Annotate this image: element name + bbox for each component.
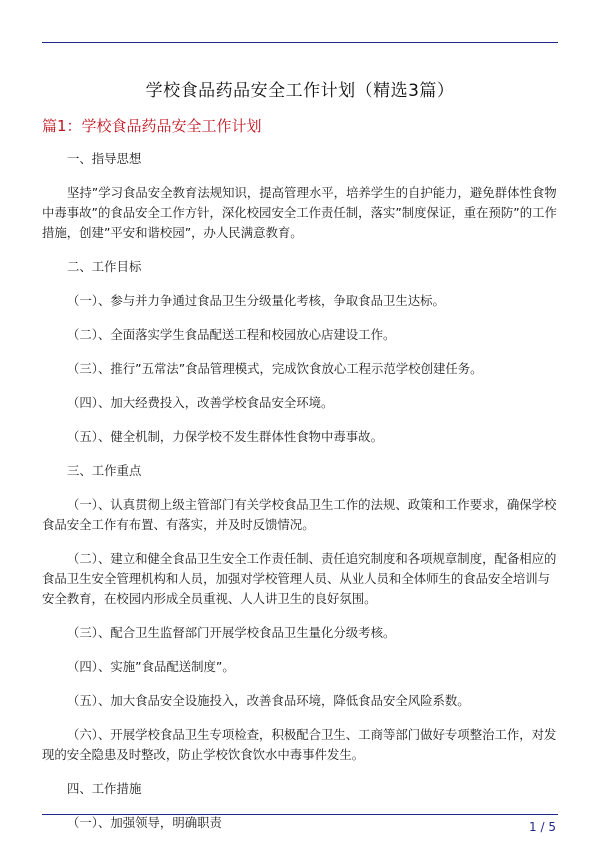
goal-item: （五）、健全机制，力保学校不发生群体性食物中毒事故。 [67, 429, 383, 444]
heading-work-focus: 三、工作重点 [67, 463, 142, 478]
focus-item: （二）、建立和健全食品卫生安全工作责任制、责任追究制度和各项规章制度，配备相应的食品卫生安全管理机构和人员，加强对学校管理人员、从业人员和全体师生的食品安全培训与安全教育，在校园内形成全员重视、人人讲卫生的良好氛围。 [42, 551, 557, 606]
goal-item: （三）、推行”五常法”食品管理模式，完成饮食放心工程示范学校创建任务。 [67, 361, 483, 376]
heading-work-goals: 二、工作目标 [67, 259, 142, 274]
goal-item: （四）、加大经费投入，改善学校食品安全环境。 [67, 395, 334, 410]
focus-item: （三）、配合卫生监督部门开展学校食品卫生量化分级考核。 [67, 625, 396, 640]
goal-item: （一）、参与并力争通过食品卫生分级量化考核，争取食品卫生达标。 [67, 293, 445, 308]
focus-item: （一）、认真贯彻上级主管部门有关学校食品卫生工作的法规、政策和工作要求，确保学校食品安全工作有布置、有落实，并及时反馈情况。 [42, 497, 557, 532]
focus-item: （四）、实施”食品配送制度”。 [67, 659, 235, 674]
paragraph-guiding-ideology: 坚持”学习食品安全教育法规知识，提高管理水平，培养学生的自护能力，避免群体性食物中毒事故”的食品安全工作方针，深化校园安全工作责任制，落实”制度保证，重在预防”的工作措施，创建”平安和谐校园”，办人民满意教育。 [42, 185, 557, 240]
document-title: 学校食品药品安全工作计划（精选3篇） [145, 81, 455, 101]
header-rule [42, 42, 558, 43]
footer-rule [42, 814, 558, 815]
document-body [42, 149, 558, 847]
focus-item: （六）、开展学校食品卫生专项检查，积极配合卫生、工商等部门做好专项整治工作，对发现的安全隐患及时整改，防止学校饮食饮水中毒事件发生。 [42, 727, 557, 762]
measure-item: （一）、加强领导，明确职责 [67, 815, 222, 830]
goal-item: （二）、全面落实学生食品配送工程和校园放心店建设工作。 [67, 327, 396, 342]
heading-work-measures: 四、工作措施 [67, 781, 142, 796]
heading-guiding-ideology: 一、指导思想 [67, 151, 142, 166]
focus-item: （五）、加大食品安全设施投入，改善食品环境，降低食品安全风险系数。 [67, 693, 470, 708]
section-heading: 篇1：学校食品药品安全工作计划 [42, 117, 262, 135]
page-number: 1 / 5 [529, 820, 556, 834]
